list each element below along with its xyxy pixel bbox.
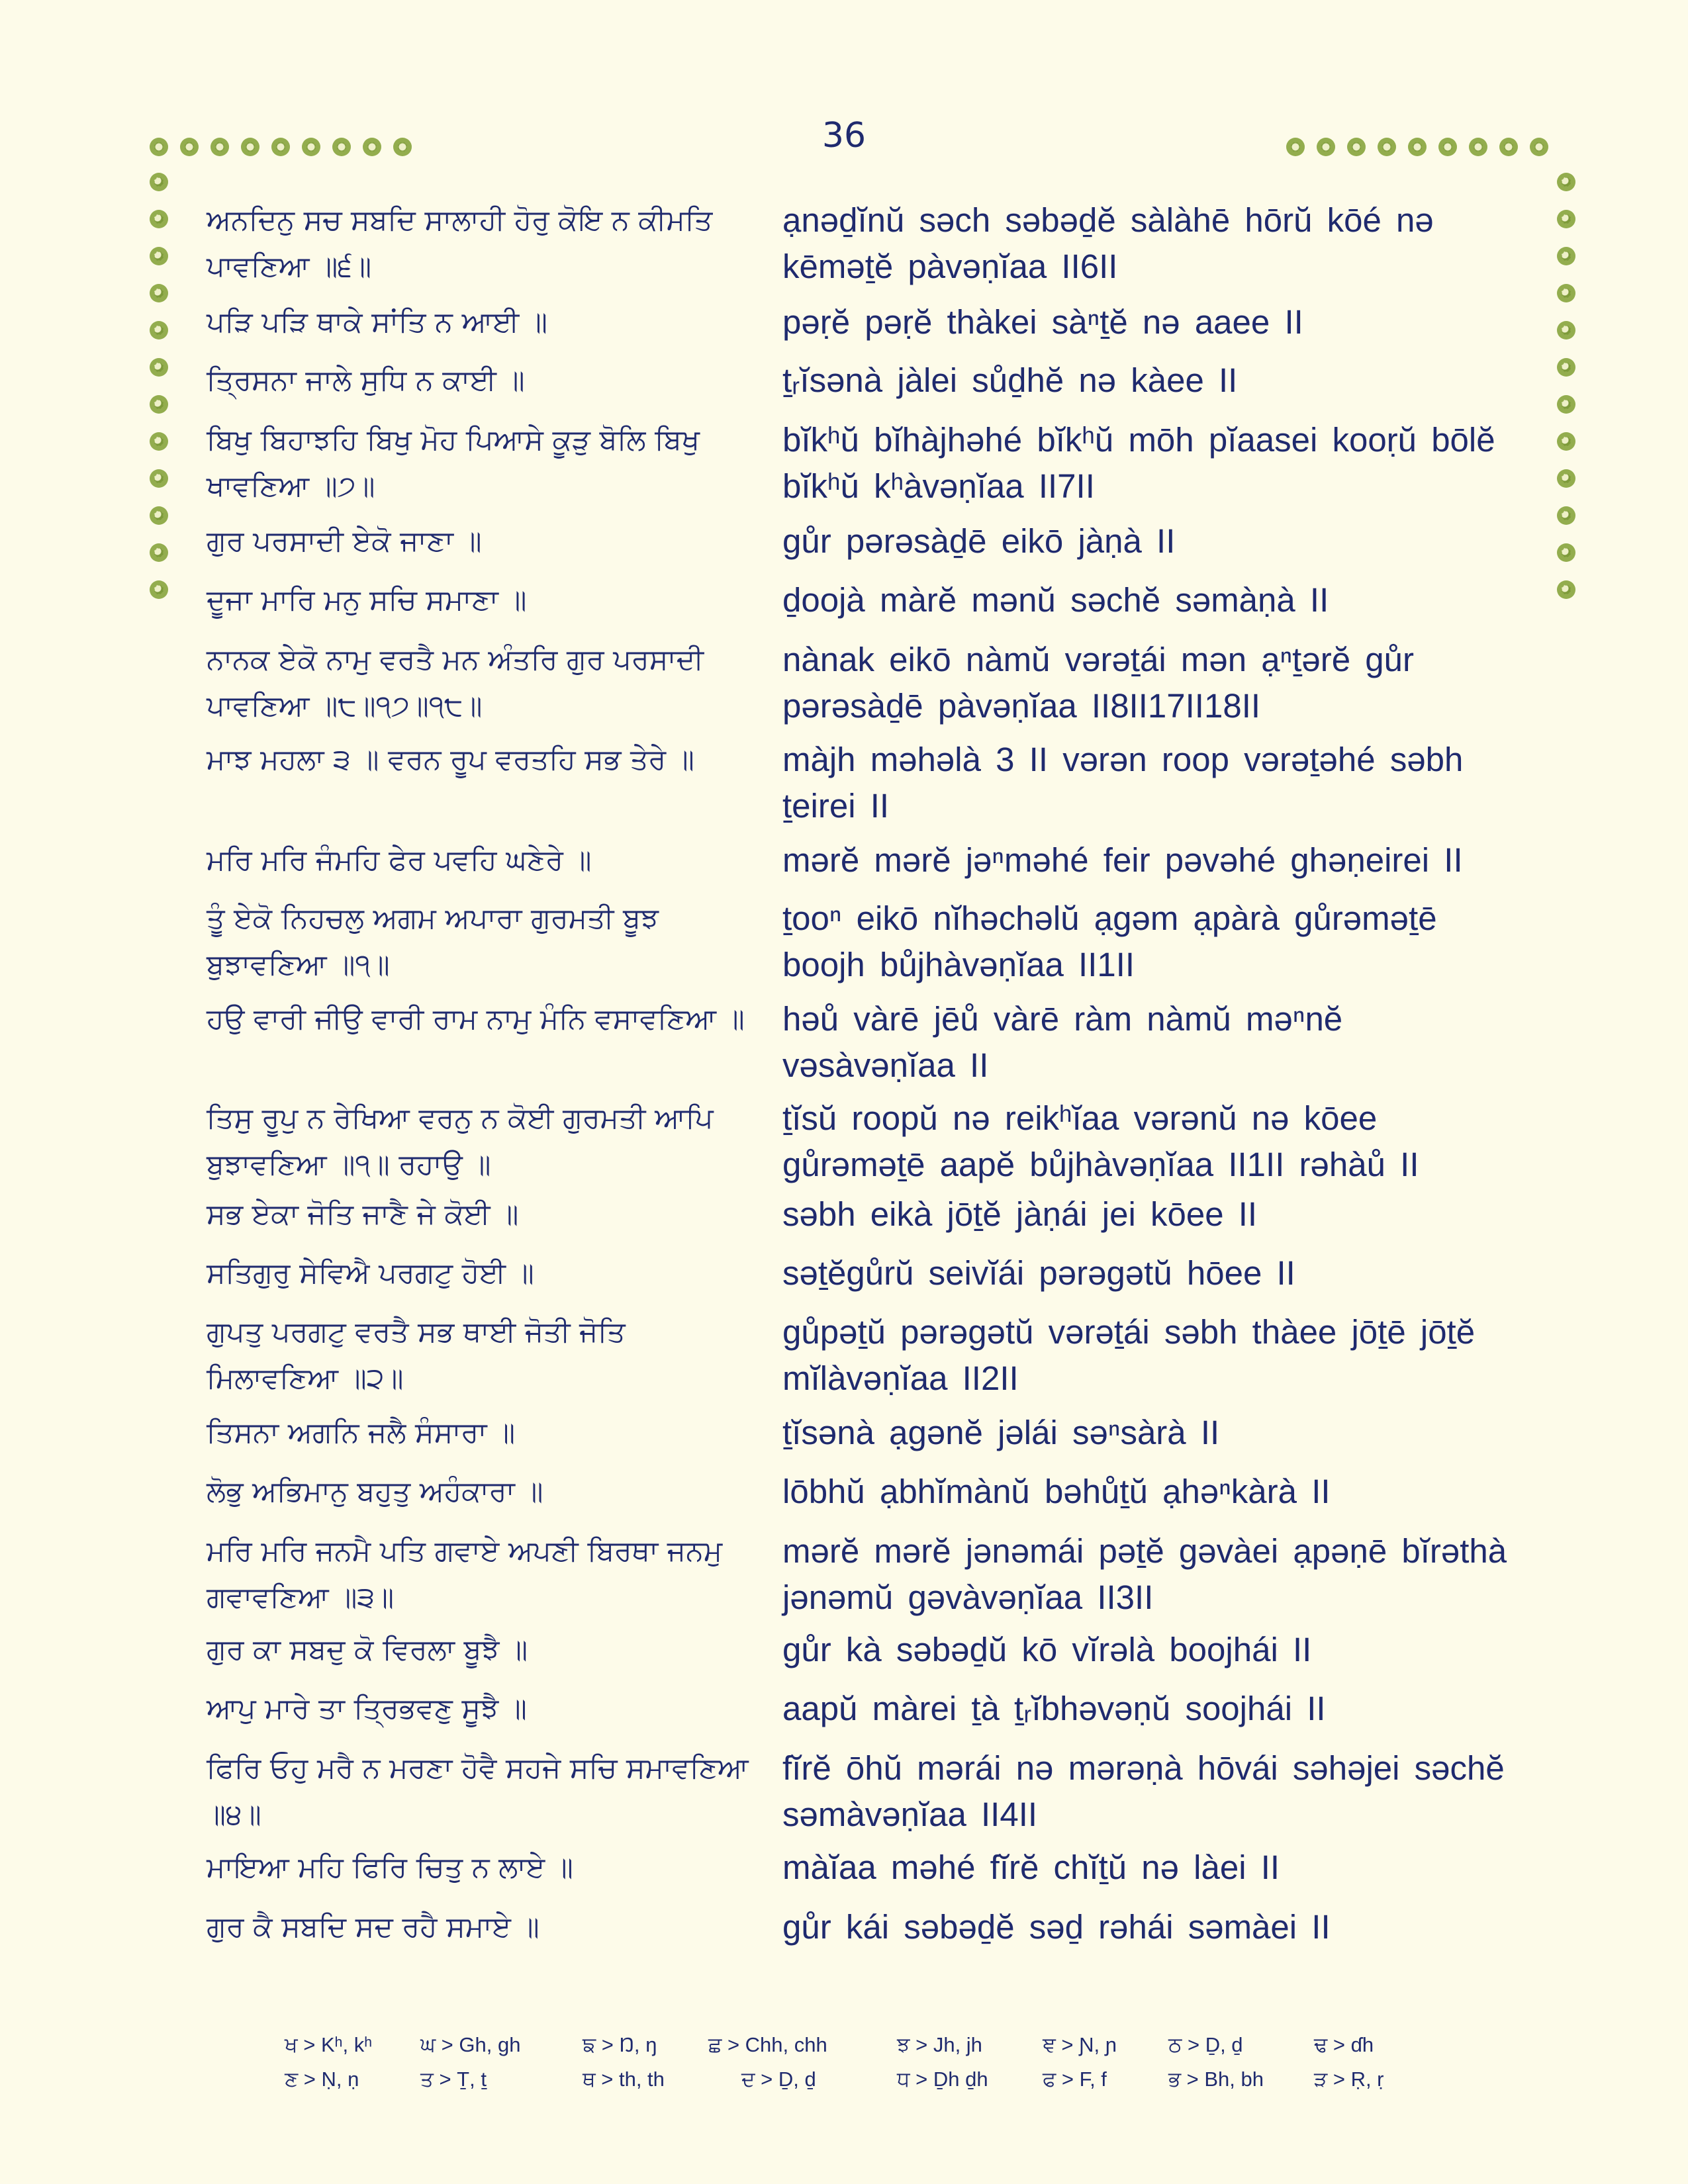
transliteration-legend <box>285 2033 1476 2102</box>
flower-icon <box>144 501 171 527</box>
transliteration-line: həů vàrē jēů vàrē ràm nàmŭ məⁿnĕ vəsàvəṇĭaa II <box>782 1000 1343 1084</box>
ornament-column-left <box>144 167 171 602</box>
transliteration-line: səṯĕgůrŭ seivĭái pərəgətŭ hōee II <box>782 1254 1295 1292</box>
flower-icon <box>1494 132 1523 161</box>
page-number: 36 <box>821 116 867 156</box>
legend-item: ਥ > th, th <box>583 2068 665 2091</box>
gurmukhi-line: ਦੂਜਾ ਮਾਰਿ ਮਨੁ ਸਚਿ ਸਮਾਣਾ ॥ <box>207 584 527 617</box>
gurmukhi-line: ਅਨਦਿਨੁ ਸਚ ਸਬਦਿ ਸਾਲਾਹੀ ਹੋਰੁ ਕੋਇ ਨ ਕੀਮਤਿ ਪਾਵਣਿਆ ॥੬॥ <box>207 204 713 283</box>
transliteration-line: pəṛĕ pəṛĕ thàkei sàⁿṯĕ nə aaee II <box>782 303 1303 341</box>
flower-icon <box>144 167 171 194</box>
legend-row <box>285 2068 1476 2102</box>
flower-icon <box>144 538 171 565</box>
legend-item: ਝ > Jh, jh <box>897 2033 982 2056</box>
legend-item: ਞ > Ɲ, ɲ <box>1043 2033 1117 2056</box>
legend-item: ਘ > Gh, gh <box>420 2033 521 2056</box>
gurmukhi-line: ਮਰਿ ਮਰਿ ਜਨਮੈ ਪਤਿ ਗਵਾਏ ਅਪਣੀ ਬਿਰਥਾ ਜਨਮੁ ਗਵਾਵਣਿਆ ॥੩॥ <box>207 1535 723 1614</box>
gurmukhi-line: ਸਤਿਗੁਰੁ ਸੇਵਿਐ ਪਰਗਟੁ ਹੋਈ ॥ <box>207 1257 534 1290</box>
gurmukhi-line: ਆਪੁ ਮਾਰੇ ਤਾ ਤ੍ਰਿਭਵਣੁ ਸੂਝੈ ॥ <box>207 1692 527 1725</box>
gurmukhi-line: ਨਾਨਕ ਏਕੋ ਨਾਮੁ ਵਰਤੈ ਮਨ ਅੰਤਰਿ ਗੁਰ ਪਰਸਾਦੀ ਪਾਵਣਿਆ ॥੮॥੧੭॥੧੮॥ <box>207 643 704 723</box>
transliteration-line: ṯooⁿ eikō nĭhəchəlŭ ạgəm ạpàrà gůrəməṯē boojh bůjhàvəṇĭaa II1II <box>782 899 1437 983</box>
transliteration-line: gůr pərəsàḏē eikō jàṇà II <box>782 522 1176 560</box>
gurmukhi-line: ਬਿਖੁ ਬਿਹਾਝਹਿ ਬਿਖੁ ਮੋਹ ਪਿਆਸੇ ਕੂੜੁ ਬੋਲਿ ਬਿਖੁ ਖਾਵਣਿਆ ॥੭॥ <box>207 424 700 503</box>
flower-icon <box>1552 242 1578 268</box>
transliteration-line: nànak eikō nàmŭ vərəṯái mən ạⁿṯərĕ gůr pərəsàḏē pàvəṇĭaa II8II17II18II <box>782 641 1414 725</box>
transliteration-line: bĭkʰŭ bĭhàjhəhé bĭkʰŭ mōh pĭaasei kooṛŭ bōlĕ bĭkʰŭ kʰàvəṇĭaa II7II <box>782 421 1495 505</box>
transliteration-line: aapŭ màrei ṯà ṯᵣĭbhəvəṇŭ soojhái II <box>782 1690 1326 1727</box>
flower-icon <box>266 132 295 161</box>
flower-icon <box>1552 575 1578 602</box>
transliteration-line: lōbhŭ ạbhĭmànŭ bəhůṯŭ ạhəⁿkàrà II <box>782 1473 1331 1510</box>
transliteration-line: gůr kà səbəḏŭ kō vĭrəlà boojhái II <box>782 1631 1312 1668</box>
flower-icon <box>1552 464 1578 490</box>
flower-icon <box>1552 427 1578 453</box>
ornament-column-right <box>1552 167 1578 602</box>
ornament-row-left <box>144 132 417 161</box>
flower-icon <box>1552 501 1578 527</box>
gurmukhi-line: ਗੁਰ ਕੈ ਸਬਦਿ ਸਦ ਰਹੈ ਸਮਾਏ ॥ <box>207 1911 539 1944</box>
gurmukhi-line: ਸਭ ਏਕਾ ਜੋਤਿ ਜਾਣੈ ਜੇ ਕੋਈ ॥ <box>207 1198 519 1231</box>
flower-icon <box>1342 132 1371 161</box>
gurmukhi-line: ਮਾਇਆ ਮਹਿ ਫਿਰਿ ਚਿਤੁ ਨ ਲਾਏ ॥ <box>207 1851 573 1884</box>
flower-icon <box>1552 538 1578 565</box>
legend-item: ਙ > Ŋ, ŋ <box>583 2033 657 2056</box>
flower-icon <box>144 390 171 416</box>
flower-icon <box>144 316 171 342</box>
gurmukhi-line: ਫਿਰਿ ਓਹੁ ਮਰੈ ਨ ਮਰਣਾ ਹੋਵੈ ਸਹਜੇ ਸਚਿ ਸਮਾਵਣਿਆ ॥੪॥ <box>207 1752 749 1831</box>
transliteration-line: màjh məhəlà 3 II vərən roop vərəṯəhé səbh ṯeirei II <box>782 741 1464 825</box>
gurmukhi-line: ਤ੍ਰਿਸਨਾ ਜਾਲੇ ਸੁਧਿ ਨ ਕਾਈ ॥ <box>207 364 525 397</box>
transliteration-line: gůpəṯŭ pərəgətŭ vərəṯái səbh thàee jōṯē jōṯĕ mĭlàvəṇĭaa II2II <box>782 1313 1476 1397</box>
legend-item: ੜ > Ṛ, ṛ <box>1314 2068 1384 2091</box>
gurmukhi-line: ਤਿਸਨਾ ਅਗਨਿ ਜਲੈ ਸੰਸਾਰਾ ॥ <box>207 1416 516 1449</box>
legend-item: ਭ > Bh, bh <box>1168 2068 1264 2091</box>
ornament-row-right <box>1281 132 1554 161</box>
flower-icon <box>1311 132 1340 161</box>
flower-icon <box>175 132 204 161</box>
legend-item: ਣ > Ṇ, ṇ <box>285 2068 359 2091</box>
gurmukhi-line: ਮਰਿ ਮਰਿ ਜੰਮਹਿ ਫੇਰ ਪਵਹਿ ਘਣੇਰੇ ॥ <box>207 844 592 877</box>
transliteration-line: gůr kái səbəḏĕ səḏ rəhái səmàei II <box>782 1908 1331 1946</box>
flower-icon <box>327 132 356 161</box>
flower-icon <box>1552 205 1578 231</box>
flower-icon <box>1372 132 1401 161</box>
flower-icon <box>1433 132 1462 161</box>
transliteration-line: ḏoojà màrĕ mənŭ səchĕ səmàṇà II <box>782 581 1329 619</box>
flower-icon <box>236 132 265 161</box>
legend-item: ਤ > Ṯ, ṯ <box>420 2068 487 2091</box>
flower-icon <box>144 205 171 231</box>
flower-icon <box>357 132 387 161</box>
flower-icon <box>1552 353 1578 379</box>
legend-item: ਠ > Ḏ, ḏ <box>1168 2033 1243 2056</box>
transliteration-line: ṯĭsŭ roopŭ nə reikʰĭaa vərənŭ nə kōee gůrəməṯē aapĕ bůjhàvəṇĭaa II1II rəhàů II <box>782 1099 1419 1183</box>
flower-icon <box>1552 390 1578 416</box>
flower-icon <box>297 132 326 161</box>
gurmukhi-line: ਗੁਰ ਪਰਸਾਦੀ ਏਕੋ ਜਾਣਾ ॥ <box>207 525 482 558</box>
legend-item: ਖ > Kʰ, kʰ <box>285 2033 373 2056</box>
transliteration-line: mərĕ mərĕ jəⁿməhé feir pəvəhé ghəṇeirei II <box>782 841 1463 879</box>
transliteration-line: ṯĭsənà ạgənĕ jəlái səⁿsàrà II <box>782 1414 1220 1451</box>
legend-item: ਦ > Ḏ, ḏ <box>741 2068 816 2091</box>
transliteration-line: mərĕ mərĕ jənəmái pəṯĕ gəvàei ạpəṇē bĭrəthà jənəmŭ gəvàvəṇĭaa II3II <box>782 1532 1507 1616</box>
flower-icon <box>144 427 171 453</box>
legend-item: ਫ > F, f <box>1043 2068 1107 2091</box>
flower-icon <box>1281 132 1310 161</box>
gurmukhi-line: ਤੂੰ ਏਕੋ ਨਿਹਚਲੁ ਅਗਮ ਅਪਾਰਾ ਗੁਰਮਤੀ ਬੂਝ ਬੁਝਾਵਣਿਆ ॥੧॥ <box>207 902 659 981</box>
flower-icon <box>144 279 171 305</box>
gurmukhi-line: ਮਾਝ ਮਹਲਾ ੩ ॥ ਵਰਨ ਰੂਪ ਵਰਤਹਿ ਸਭ ਤੇਰੇ ॥ <box>207 743 694 776</box>
legend-item: ਧ > Ḏh ḏh <box>897 2068 988 2091</box>
gurmukhi-line: ਗੁਰ ਕਾ ਸਬਦੁ ਕੋ ਵਿਰਲਾ ਬੂਝੈ ॥ <box>207 1633 528 1666</box>
flower-icon <box>144 132 173 161</box>
flower-icon <box>1403 132 1432 161</box>
legend-item: ਢ > ɗh <box>1314 2033 1374 2056</box>
gurmukhi-line: ਤਿਸੁ ਰੂਪੁ ਨ ਰੇਖਿਆ ਵਰਨੁ ਨ ਕੋਈ ਗੁਰਮਤੀ ਆਪਿ ਬੁਝਾਵਣਿਆ ॥੧॥ ਰਹਾਉ ॥ <box>207 1102 714 1181</box>
flower-icon <box>144 353 171 379</box>
flower-icon <box>1552 316 1578 342</box>
flower-icon <box>144 242 171 268</box>
flower-icon <box>144 575 171 602</box>
transliteration-line: fĭrĕ ōhŭ mərái nə mərəṇà hōvái səhəjei səchĕ səmàvəṇĭaa II4II <box>782 1749 1505 1833</box>
gurmukhi-line: ਹਉ ਵਾਰੀ ਜੀਉ ਵਾਰੀ ਰਾਮ ਨਾਮੁ ਮੰਨਿ ਵਸਾਵਣਿਆ ॥ <box>207 1003 745 1036</box>
legend-item: ਛ > Chh, chh <box>708 2033 827 2056</box>
gurmukhi-line: ਪੜਿ ਪੜਿ ਥਾਕੇ ਸਾਂਤਿ ਨ ਆਈ ॥ <box>207 306 547 339</box>
flower-icon <box>205 132 234 161</box>
flower-icon <box>388 132 417 161</box>
gurmukhi-line: ਲੋਭੁ ਅਭਿਮਾਨੁ ਬਹੁਤੁ ਅਹੰਕਾਰਾ ॥ <box>207 1475 543 1508</box>
gurmukhi-line: ਗੁਪਤੁ ਪਰਗਟੁ ਵਰਤੈ ਸਭ ਥਾਈ ਜੋਤੀ ਜੋਤਿ ਮਿਲਾਵਣਿਆ ॥੨॥ <box>207 1316 626 1395</box>
transliteration-line: ạnəḏĭnŭ səch səbəḏĕ sàlàhē hōrŭ kōé nə kēməṯĕ pàvəṇĭaa II6II <box>782 201 1434 285</box>
flower-icon <box>1552 167 1578 194</box>
transliteration-line: màĭaa məhé fĭrĕ chĭṯŭ nə làei II <box>782 1848 1280 1886</box>
flower-icon <box>1464 132 1493 161</box>
flower-icon <box>1524 132 1554 161</box>
flower-icon <box>1552 279 1578 305</box>
transliteration-line: ṯᵣĭsənà jàlei sůḏhĕ nə kàee II <box>782 361 1238 399</box>
legend-row <box>285 2033 1476 2068</box>
transliteration-line: səbh eikà jōṯĕ jàṇái jei kōee II <box>782 1195 1258 1233</box>
flower-icon <box>144 464 171 490</box>
